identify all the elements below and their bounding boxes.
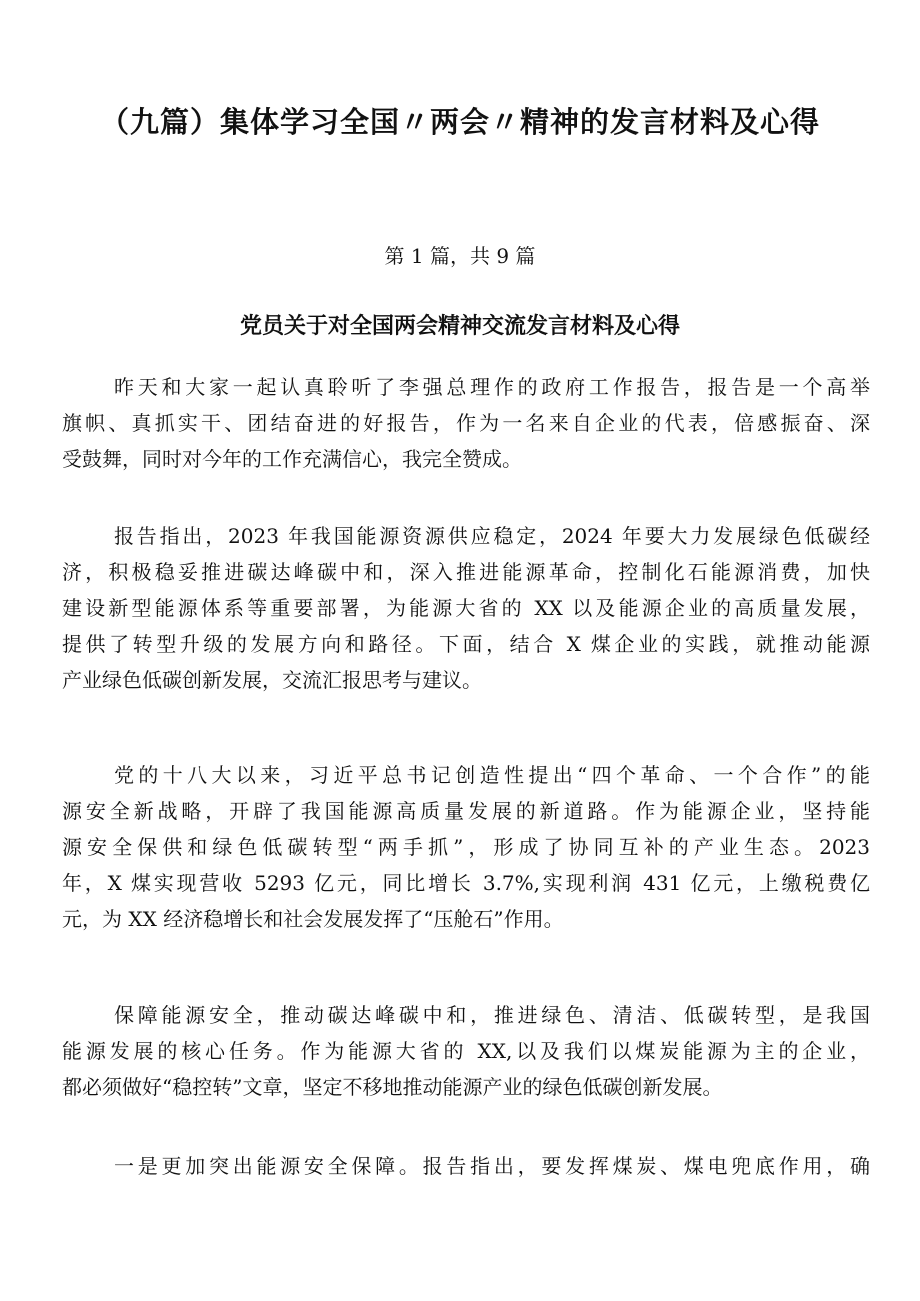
paragraph-line: 旗帜、真抓实干、团结奋进的好报告，作为一名来自企业的代表，倍感振奋、深	[62, 411, 870, 435]
paragraph-1	[62, 369, 870, 477]
paragraph-4	[62, 997, 870, 1105]
paragraph-line: 建设新型能源体系等重要部署，为能源大省的 XX 以及能源企业的高质量发展，	[62, 596, 870, 620]
paragraph-line: 都必须做好“稳控转”文章，坚定不移地推动能源产业的绿色低碳创新发展。	[62, 1075, 723, 1099]
paragraph-line: 昨天和大家一起认真聆听了李强总理作的政府工作报告，报告是一个高举	[114, 375, 870, 399]
document-title: （九篇）集体学习全国〃两会〃精神的发言材料及心得	[99, 105, 820, 139]
paragraph-line: 元，为 XX 经济稳增长和社会发展发挥了“压舱石”作用。	[62, 907, 564, 931]
paragraph-line: 报告指出，2023 年我国能源资源供应稳定，2024 年要大力发展绿色低碳经	[114, 524, 870, 548]
paragraph-5	[62, 1148, 870, 1184]
paragraph-line: 能源发展的核心任务。作为能源大省的 XX,以及我们以煤炭能源为主的企业，	[62, 1039, 870, 1063]
paragraph-line: 提供了转型升级的发展方向和路径。下面，结合 X 煤企业的实践，就推动能源	[62, 632, 870, 656]
section-heading: 党员关于对全国两会精神交流发言材料及心得	[239, 314, 680, 339]
paragraph-2	[62, 518, 870, 698]
paragraph-3	[62, 757, 870, 937]
paragraph-line: 源安全保供和绿色低碳转型“两手抓”，形成了协同互补的产业生态。2023	[62, 835, 870, 859]
paragraph-line: 党的十八大以来，习近平总书记创造性提出“四个革命、一个合作”的能	[114, 763, 870, 787]
paragraph-line: 源安全新战略，开辟了我国能源高质量发展的新道路。作为能源企业，坚持能	[62, 799, 870, 823]
paragraph-line: 济，积极稳妥推进碳达峰碳中和，深入推进能源革命，控制化石能源消费，加快	[62, 560, 870, 584]
paragraph-line: 一是更加突出能源安全保障。报告指出，要发挥煤炭、煤电兜底作用，确	[114, 1154, 870, 1178]
paragraph-line: 产业绿色低碳创新发展，交流汇报思考与建议。	[62, 668, 482, 692]
paragraph-line: 受鼓舞，同时对今年的工作充满信心，我完全赞成。	[62, 447, 522, 471]
section-counter: 第 1 篇，共 9 篇	[384, 244, 536, 268]
paragraph-line: 保障能源安全，推动碳达峰碳中和，推进绿色、清洁、低碳转型，是我国	[114, 1003, 870, 1027]
paragraph-line: 年，X 煤实现营收 5293 亿元，同比增长 3.7%,实现利润 431 亿元，上缴税费亿	[62, 871, 870, 895]
